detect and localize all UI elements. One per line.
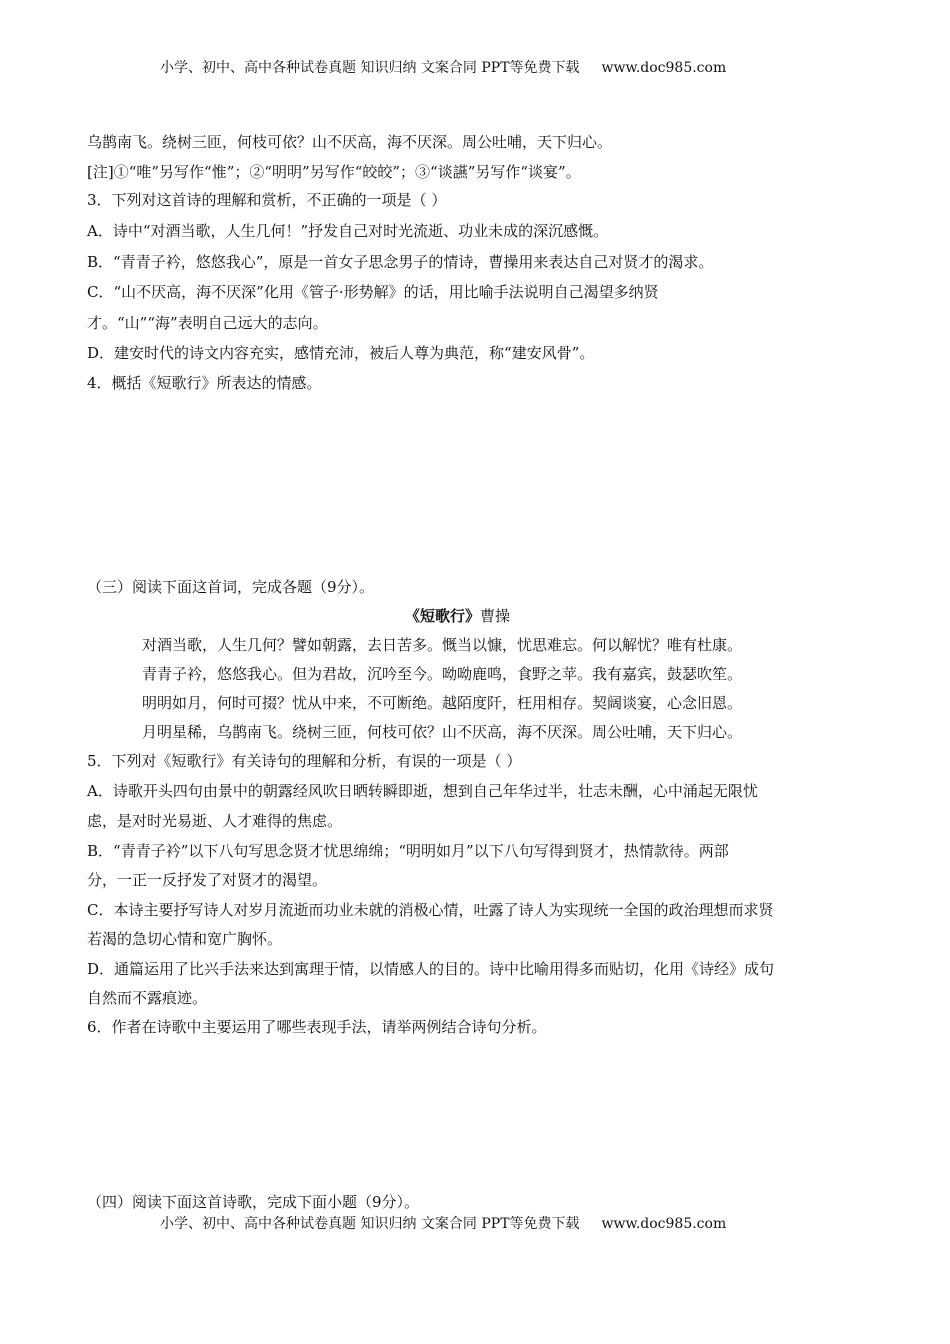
question-3-option-d: D．建安时代的诗文内容充实，感情充沛，被后人尊为典范，称“建安风骨”。 bbox=[87, 344, 595, 362]
question-5-option-d-cont: 自然而不露痕迹。 bbox=[87, 989, 208, 1007]
poem-heading bbox=[405, 606, 510, 626]
question-6-stem: 6．作者在诗歌中主要运用了哪些表现手法，请举两例结合诗句分析。 bbox=[87, 1018, 547, 1036]
question-3-option-b: B．“青青子衿，悠悠我心”，原是一首女子思念男子的情诗，曹操用来表达自己对贤才的渴求。 bbox=[87, 253, 714, 271]
poem-tail-line: 乌鹊南飞。绕树三匝，何枝可依？山不厌高，海不厌深。周公吐哺，天下归心。 bbox=[87, 133, 613, 151]
question-3-option-c: C．“山不厌高，海不厌深”化用《管子·形势解》的话，用比喻手法说明自己渴望多纳贤 bbox=[87, 283, 659, 301]
poem-line: 对酒当歌，人生几何？譬如朝露，去日苦多。慨当以慷，忧思难忘。何以解忧？唯有杜康。 bbox=[142, 636, 743, 654]
header-url: www.doc985.com bbox=[601, 60, 727, 76]
question-5-option-c-cont: 若渴的急切心情和宽广胸怀。 bbox=[87, 930, 283, 948]
footer-url: www.doc985.com bbox=[601, 1216, 727, 1232]
question-5-stem: 5．下列对《短歌行》有关诗句的理解和分析，有误的一项是（ ） bbox=[87, 752, 522, 770]
footer-text: 小学、初中、高中各种试卷真题 知识归纳 文案合同 PPT等免费下载 bbox=[160, 1216, 580, 1232]
page-header bbox=[160, 58, 726, 78]
question-5-option-c: C．本诗主要抒写诗人对岁月流逝而功业未就的消极心情，吐露了诗人为实现统一全国的政治理想而求贤 bbox=[87, 901, 774, 919]
question-3-stem: 3．下列对这首诗的理解和赏析，不正确的一项是（ ） bbox=[87, 191, 447, 209]
section-3-intro: （三）阅读下面这首词，完成各题（9分）。 bbox=[87, 578, 375, 596]
question-5-option-a: A．诗歌开头四句由景中的朝露经风吹日晒转瞬即逝，想到自己年华过半，壮志未酬，心中涌起无限忧 bbox=[87, 782, 758, 800]
section-4-intro: （四）阅读下面这首诗歌，完成下面小题（9分）。 bbox=[87, 1193, 420, 1211]
poem-line: 月明星稀，乌鹊南飞。绕树三匝，何枝可依？山不厌高，海不厌深。周公吐哺，天下归心。 bbox=[142, 723, 743, 741]
annotation-note: [注]①“唯”另写作“惟”；②“明明”另写作“皎皎”；③“谈讌”另写作“谈宴”。 bbox=[87, 163, 581, 181]
question-5-option-a-cont: 虑，是对时光易逝、人才难得的焦虑。 bbox=[87, 812, 343, 830]
question-5-option-b: B．“青青子衿”以下八句写思念贤才忧思绵绵；“明明如月”以下八句写得到贤才，热情款待。两部 bbox=[87, 842, 729, 860]
question-3-option-c-cont: 才。“山”“海”表明自己远大的志向。 bbox=[87, 314, 328, 332]
poem-line: 明明如月，何时可掇？忧从中来，不可断绝。越陌度阡，枉用相存。契阔谈宴，心念旧恩。 bbox=[142, 694, 743, 712]
header-text: 小学、初中、高中各种试卷真题 知识归纳 文案合同 PPT等免费下载 bbox=[160, 60, 580, 76]
question-4-stem: 4．概括《短歌行》所表达的情感。 bbox=[87, 374, 322, 392]
poem-title: 《短歌行》 bbox=[405, 607, 481, 625]
question-3-option-a: A．诗中“对酒当歌，人生几何！”抒发自己对时光流逝、功业未成的深沉感慨。 bbox=[87, 222, 609, 240]
poem-line: 青青子衿，悠悠我心。但为君故，沉吟至今。呦呦鹿鸣，食野之苹。我有嘉宾，鼓瑟吹笙。 bbox=[142, 665, 743, 683]
poem-author: 曹操 bbox=[480, 607, 511, 625]
page-footer bbox=[160, 1214, 726, 1234]
question-5-option-b-cont: 分，一正一反抒发了对贤才的渴望。 bbox=[87, 871, 328, 889]
question-5-option-d: D．通篇运用了比兴手法来达到寓理于情，以情感人的目的。诗中比喻用得多而贴切，化用《诗经》成句 bbox=[87, 960, 775, 978]
